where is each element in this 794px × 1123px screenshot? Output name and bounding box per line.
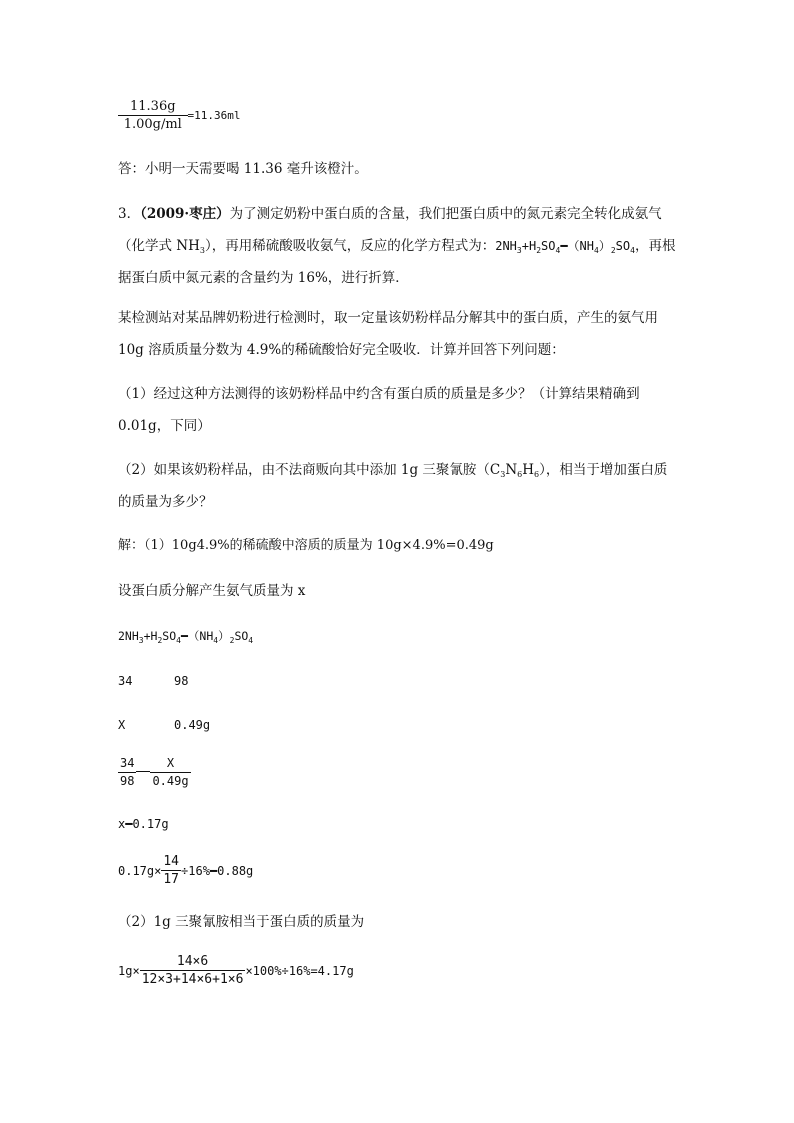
eq-arrow: ━ [180,629,188,643]
subscript: 3 [516,246,522,255]
problem-source: （2009·枣庄） [140,206,230,222]
p2-suffix: ×100%÷16%=4.17g [245,963,354,978]
subscript: 4 [630,246,635,255]
part-2-label: （2）1g 三聚氰胺相当于蛋白质的质量为 [118,914,365,930]
problem-intro-c: ，再根据蛋白质中氮元素的含量约为 16%，进行折算． [118,238,676,286]
question-2-d: ），相当于增加蛋白质的质量为多少？ [118,462,668,510]
mass-b: 98 [174,674,189,688]
x-result: x━0.17g [118,817,169,831]
subscript: 4 [248,636,254,645]
solution-line-1: 解：（1）10g4.9%的稀硫酸中溶质的质量为 10g×4.9%=0.49g [118,538,494,553]
calc-prefix: 0.17g× [118,863,162,878]
subscript: 6 [517,470,523,479]
question-1: （1）经过这种方法测得的该奶粉样品中约含有蛋白质的质量是多少？（计算结果精确到 0.01g，下同） [118,386,640,434]
problem-number: 3． [118,206,141,222]
problem-intro-a: 为了测定奶粉中蛋白质的含量，我们把蛋白质中的氮元素完全转化成氨气（化学式 NH [118,206,662,254]
question-2-b: N [505,462,518,478]
mass-row [118,672,678,690]
p2-numerator: 14×6 [140,953,246,971]
subscript: 4 [555,246,561,255]
question-2 [118,454,678,518]
question-2-a: （2）如果该奶粉样品，由不法商贩向其中添加 1g 三聚氰胺（C [118,462,501,478]
variable-b: 0.49g [174,718,211,732]
p2-denominator: 12×3+14×6+1×6 [141,972,244,987]
eq-nh4: （NH [187,629,214,643]
calc-fraction-numerator: 14 [163,854,180,869]
protein-calc [118,853,678,888]
eq-arrow: ━ [560,239,568,253]
ratio-equals [136,771,150,772]
subscript: 2 [536,246,542,255]
part-2-calc [118,953,678,988]
eq-plus-h: +H [521,239,537,253]
eq-close: ） [218,629,230,643]
subscript: 2 [610,246,616,255]
subscript: 3 [500,470,506,479]
question-2-c: H [522,462,535,478]
solution-equation [118,627,678,645]
equation [495,239,635,253]
p2-prefix: 1g× [118,963,140,978]
eq-2nh: 2NH [495,239,517,253]
eq-close: ） [598,239,611,253]
ratio-left [118,755,136,790]
subscript: 2 [229,636,235,645]
eq-plus-h: +H [143,629,158,643]
top-fraction-denominator: 1.00g/ml [123,117,182,132]
eq-so4-end: SO [615,239,631,253]
eq-nh4: （NH [567,239,594,253]
problem-intro [118,198,678,294]
subscript: 2 [157,636,163,645]
subscript: 3 [138,636,144,645]
eq-so4-end: SO [234,629,249,643]
subscript: 6 [534,470,540,479]
calc-suffix: ÷16%━0.88g [181,863,254,878]
top-fraction-numerator: 11.36g [118,98,188,116]
variable-row [118,716,678,734]
subscript: 4 [594,246,599,255]
variable-a: X [118,718,126,732]
ratio-left-denominator: 98 [120,774,135,788]
ratio-right-denominator: 0.49g [152,774,189,788]
ratio-right-numerator: X [150,755,190,773]
problem-paragraph-2: 某检测站对某品牌奶粉进行检测时，取一定量该奶粉样品分解其中的蛋白质，产生的氨气用 10g 溶质质量分数为 4.9%的稀硫酸恰好完全吸收．计算并回答下列问题： [118,310,658,358]
solution-line-2: 设蛋白质分解产生氨气质量为 x [118,583,306,599]
ratio-left-numerator: 34 [118,755,136,773]
ratio-right [150,755,190,790]
answer-line: 答：小明一天需要喝 11.36 毫升该橙汁。 [118,161,368,177]
subscript: 4 [176,636,181,645]
eq-so4: SO [541,239,556,253]
top-fraction [118,98,188,133]
eq-so4: SO [162,629,177,643]
eq-2nh: 2NH [118,629,139,643]
calc-fraction [161,853,181,888]
ratio-line [118,755,678,790]
subscript: 4 [213,636,219,645]
top-fraction-line [118,98,678,133]
mass-a: 34 [118,674,133,688]
top-fraction-result: =11.36ml [187,108,241,122]
calc-fraction-denominator: 17 [163,872,180,887]
p2-fraction [140,953,246,988]
problem-intro-b: ），再用稀硫酸吸收氨气，反应的化学方程式为： [204,238,496,254]
subscript: 3 [199,246,205,255]
